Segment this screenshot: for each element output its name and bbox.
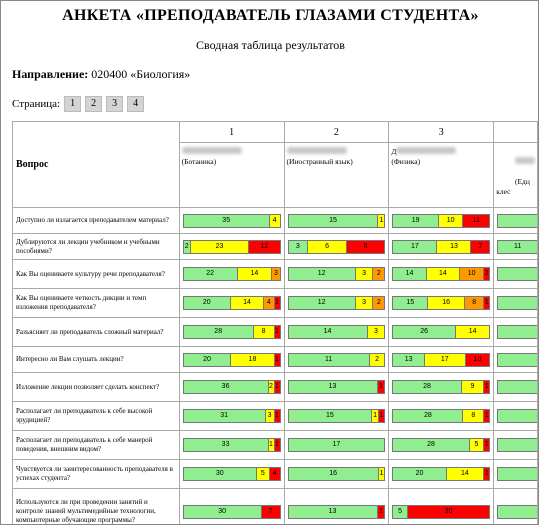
table-row bbox=[13, 318, 538, 347]
bar-segment: 17 bbox=[424, 354, 465, 366]
result-cell bbox=[284, 347, 389, 373]
table-row bbox=[13, 208, 538, 234]
column-number-2: 2 bbox=[284, 122, 389, 143]
bar-segment: 30 bbox=[184, 468, 256, 480]
bar-segment bbox=[498, 297, 537, 309]
bar-segment: 3 bbox=[367, 326, 385, 338]
page-link-2[interactable]: 2 bbox=[85, 96, 102, 112]
bar-segment: 7 bbox=[470, 241, 489, 253]
bar-segment: 16 bbox=[427, 297, 464, 309]
stacked-bar bbox=[392, 240, 490, 254]
result-cell bbox=[389, 373, 494, 402]
bar-segment: 1 bbox=[274, 297, 280, 309]
subject-label: (Физика) bbox=[391, 157, 421, 166]
stacked-bar bbox=[288, 409, 386, 423]
stacked-bar bbox=[288, 380, 386, 394]
results-table bbox=[12, 121, 538, 525]
redacted-name bbox=[287, 147, 347, 154]
result-cell bbox=[179, 289, 284, 318]
bar-segment: 10 bbox=[459, 268, 483, 280]
page-link-3[interactable]: 3 bbox=[106, 96, 123, 112]
bar-segment: 4 bbox=[269, 215, 280, 227]
bar-segment: 1 bbox=[268, 439, 274, 451]
subject-label: (Иностранный язык) bbox=[286, 157, 353, 166]
question-text: Располагает ли преподаватель к себе манерой поведения, внешним видом? bbox=[13, 431, 180, 460]
result-cell bbox=[284, 260, 389, 289]
column-number-4 bbox=[494, 122, 538, 143]
direction-label: Направление: bbox=[12, 67, 89, 81]
result-cell-partial bbox=[494, 318, 538, 347]
result-cell bbox=[389, 489, 494, 525]
bar-segment: 20 bbox=[184, 354, 231, 366]
bar-segment: 15 bbox=[393, 297, 427, 309]
bar-segment: 3 bbox=[265, 410, 274, 422]
bar-segment bbox=[498, 268, 537, 280]
bar-segment: 1 bbox=[378, 410, 385, 422]
bar-segment: 1 bbox=[483, 410, 489, 422]
result-cell-partial bbox=[494, 234, 538, 260]
stacked-bar bbox=[183, 438, 281, 452]
result-cell bbox=[179, 431, 284, 460]
bar-segment: 20 bbox=[184, 297, 230, 309]
page-link-4[interactable]: 4 bbox=[127, 96, 144, 112]
result-cell bbox=[284, 489, 389, 525]
result-cell bbox=[389, 318, 494, 347]
result-cell-partial bbox=[494, 289, 538, 318]
bar-segment: 28 bbox=[393, 381, 460, 393]
table-row bbox=[13, 431, 538, 460]
bar-segment: 15 bbox=[289, 410, 372, 422]
result-cell-partial bbox=[494, 373, 538, 402]
bar-segment: 11 bbox=[498, 241, 537, 253]
teacher-header-1 bbox=[179, 143, 284, 208]
pagination bbox=[12, 96, 144, 112]
result-cell-partial bbox=[494, 402, 538, 431]
bar-segment: 17 bbox=[393, 241, 436, 253]
bar-segment: 5 bbox=[469, 439, 483, 451]
bar-segment: 13 bbox=[289, 381, 377, 393]
result-cell bbox=[389, 402, 494, 431]
bar-segment: 9 bbox=[461, 381, 484, 393]
result-cell bbox=[389, 260, 494, 289]
bar-segment: 26 bbox=[393, 326, 455, 338]
bar-segment: 16 bbox=[289, 468, 378, 480]
result-cell bbox=[389, 208, 494, 234]
result-cell bbox=[179, 460, 284, 489]
bar-segment: 2 bbox=[483, 268, 489, 280]
table-row bbox=[13, 460, 538, 489]
teacher-header-2 bbox=[284, 143, 389, 208]
bar-segment: 2 bbox=[184, 241, 190, 253]
stacked-bar bbox=[183, 380, 281, 394]
bar-segment: 30 bbox=[407, 506, 489, 518]
bar-segment: 3 bbox=[355, 297, 373, 309]
bar-segment: 1 bbox=[274, 326, 280, 338]
stacked-bar-partial bbox=[497, 380, 537, 394]
bar-segment: 1 bbox=[377, 381, 385, 393]
direction-line bbox=[12, 67, 190, 82]
result-cell bbox=[284, 402, 389, 431]
result-cell bbox=[179, 373, 284, 402]
bar-segment bbox=[498, 354, 537, 366]
stacked-bar bbox=[183, 353, 281, 367]
result-cell bbox=[389, 431, 494, 460]
bar-segment: 31 bbox=[184, 410, 265, 422]
bar-segment: 13 bbox=[393, 354, 424, 366]
bar-segment bbox=[498, 215, 537, 227]
redacted-name bbox=[515, 157, 535, 164]
result-cell bbox=[179, 489, 284, 525]
bar-segment: 1 bbox=[377, 215, 384, 227]
question-text: Как Вы оцениваете культуру речи преподавателя? bbox=[13, 260, 180, 289]
bar-segment: 10 bbox=[438, 215, 462, 227]
bar-segment bbox=[498, 439, 537, 451]
bar-segment: 1 bbox=[483, 381, 489, 393]
bar-segment: 4 bbox=[263, 297, 273, 309]
stacked-bar-partial bbox=[497, 325, 537, 339]
question-text: Как Вы оцениваете четкость дикции и темп изложения преподавателя? bbox=[13, 289, 180, 318]
table-row bbox=[13, 489, 538, 525]
bar-segment: 12 bbox=[289, 297, 355, 309]
result-cell bbox=[179, 402, 284, 431]
bar-segment: 28 bbox=[393, 410, 462, 422]
table-row bbox=[13, 373, 538, 402]
question-text: Чувствуется ли заинтересованность преподавателя в успехах студента? bbox=[13, 460, 180, 489]
bar-segment: 1 bbox=[483, 468, 489, 480]
page-link-1[interactable]: 1 bbox=[64, 96, 81, 112]
stacked-bar-partial bbox=[497, 409, 537, 423]
bar-segment: 14 bbox=[393, 268, 425, 280]
bar-segment: 4 bbox=[269, 468, 280, 480]
bar-segment: 11 bbox=[289, 354, 369, 366]
bar-segment: 1 bbox=[377, 506, 385, 518]
bar-segment: 33 bbox=[184, 439, 268, 451]
result-cell-partial bbox=[494, 431, 538, 460]
bar-segment: 3 bbox=[271, 268, 279, 280]
result-cell bbox=[179, 208, 284, 234]
stacked-bar bbox=[392, 409, 490, 423]
bar-segment: 5 bbox=[256, 468, 269, 480]
bar-segment: 1 bbox=[274, 410, 280, 422]
bar-segment: 1 bbox=[274, 381, 280, 393]
teacher-header-4 bbox=[494, 143, 538, 208]
table-row bbox=[13, 234, 538, 260]
result-cell bbox=[389, 289, 494, 318]
stacked-bar bbox=[392, 505, 490, 519]
bar-segment: 35 bbox=[184, 215, 269, 227]
column-number-1: 1 bbox=[179, 122, 284, 143]
bar-segment: 2 bbox=[372, 268, 384, 280]
bar-segment: 22 bbox=[184, 268, 237, 280]
table-body bbox=[13, 208, 538, 525]
question-text: Интересно ли Вам слушать лекции? bbox=[13, 347, 180, 373]
stacked-bar bbox=[392, 380, 490, 394]
stacked-bar bbox=[288, 505, 386, 519]
stacked-bar bbox=[392, 267, 490, 281]
result-cell bbox=[179, 234, 284, 260]
bar-segment: 14 bbox=[446, 468, 484, 480]
stacked-bar bbox=[288, 353, 386, 367]
bar-segment bbox=[498, 326, 537, 338]
table-row bbox=[13, 347, 538, 373]
stacked-bar bbox=[183, 325, 281, 339]
bar-segment: 14 bbox=[426, 268, 459, 280]
result-cell bbox=[389, 347, 494, 373]
stacked-bar bbox=[392, 353, 490, 367]
teacher-header-3 bbox=[389, 143, 494, 208]
stacked-bar bbox=[183, 467, 281, 481]
bar-segment: 30 bbox=[184, 506, 261, 518]
result-cell-partial bbox=[494, 460, 538, 489]
bar-segment: 14 bbox=[289, 326, 367, 338]
result-cell bbox=[284, 234, 389, 260]
stacked-bar bbox=[183, 240, 281, 254]
result-cell-partial bbox=[494, 489, 538, 525]
stacked-bar bbox=[288, 267, 386, 281]
bar-segment: 3 bbox=[289, 241, 308, 253]
stacked-bar-partial bbox=[497, 505, 537, 519]
result-cell bbox=[179, 347, 284, 373]
result-cell-partial bbox=[494, 347, 538, 373]
result-cell bbox=[284, 208, 389, 234]
question-text: Изложение лекции позволяет сделать конспект? bbox=[13, 373, 180, 402]
stacked-bar bbox=[288, 438, 386, 452]
question-text: Располагает ли преподаватель к себе высокой эрудицией? bbox=[13, 402, 180, 431]
stacked-bar bbox=[288, 325, 386, 339]
bar-segment: 13 bbox=[289, 506, 377, 518]
stacked-bar-partial bbox=[497, 267, 537, 281]
stacked-bar bbox=[288, 240, 386, 254]
bar-segment: 7 bbox=[261, 506, 280, 518]
result-cell bbox=[284, 460, 389, 489]
page-title: АНКЕТА «ПРЕПОДАВАТЕЛЬ ГЛАЗАМИ СТУДЕНТА» bbox=[62, 7, 479, 24]
bar-segment: 3 bbox=[355, 268, 373, 280]
stacked-bar bbox=[392, 325, 490, 339]
bar-segment: 2 bbox=[369, 354, 385, 366]
bar-segment bbox=[498, 468, 537, 480]
question-text: Разъясняет ли преподаватель сложный материал? bbox=[13, 318, 180, 347]
result-cell bbox=[284, 431, 389, 460]
direction-value: 020400 «Биология» bbox=[91, 67, 191, 81]
question-column-header: Вопрос bbox=[13, 122, 180, 208]
bar-segment: 14 bbox=[237, 268, 272, 280]
result-cell-partial bbox=[494, 260, 538, 289]
subject-label: (Едц клес bbox=[496, 177, 530, 196]
bar-segment bbox=[498, 410, 537, 422]
bar-segment: 1 bbox=[371, 410, 378, 422]
bar-segment: 13 bbox=[436, 241, 470, 253]
bar-segment: 20 bbox=[393, 468, 445, 480]
result-cell bbox=[284, 318, 389, 347]
stacked-bar-partial bbox=[497, 467, 537, 481]
bar-segment: 28 bbox=[393, 439, 468, 451]
bar-segment: 18 bbox=[230, 354, 273, 366]
question-text: Используются ли при проведении занятий и контроле знаний мультимедийные технологии, компьютерные обучающие программы? bbox=[13, 489, 180, 525]
result-cell-partial bbox=[494, 208, 538, 234]
result-cell bbox=[284, 373, 389, 402]
bar-segment: 8 bbox=[464, 297, 483, 309]
bar-segment: 12 bbox=[289, 268, 355, 280]
bar-segment: 14 bbox=[455, 326, 489, 338]
bar-segment: 10 bbox=[465, 354, 489, 366]
stacked-bar bbox=[183, 267, 281, 281]
stacked-bar bbox=[392, 214, 490, 228]
bar-segment: 1 bbox=[274, 439, 280, 451]
teacher-initial: Д bbox=[391, 147, 397, 156]
bar-segment: 14 bbox=[230, 297, 263, 309]
bar-segment: 6 bbox=[346, 241, 385, 253]
bar-segment: 1 bbox=[378, 468, 385, 480]
table-row bbox=[13, 289, 538, 318]
bar-segment: 2 bbox=[372, 297, 384, 309]
stacked-bar bbox=[392, 438, 490, 452]
stacked-bar bbox=[183, 505, 281, 519]
bar-segment: 6 bbox=[307, 241, 346, 253]
result-cell bbox=[389, 234, 494, 260]
stacked-bar-partial bbox=[497, 240, 537, 254]
bar-segment: 8 bbox=[253, 326, 274, 338]
bar-segment: 15 bbox=[289, 215, 378, 227]
stacked-bar bbox=[183, 296, 281, 310]
pagination-label: Страница: bbox=[12, 98, 61, 110]
table-row bbox=[13, 260, 538, 289]
bar-segment: 8 bbox=[462, 410, 483, 422]
result-cell bbox=[179, 318, 284, 347]
result-cell bbox=[284, 289, 389, 318]
bar-segment: 1 bbox=[274, 354, 280, 366]
stacked-bar bbox=[183, 409, 281, 423]
question-text: Доступно ли излагается преподавателем материал? bbox=[13, 208, 180, 234]
result-cell bbox=[179, 260, 284, 289]
page-subtitle: Сводная таблица результатов bbox=[196, 38, 345, 52]
bar-segment: 11 bbox=[462, 215, 489, 227]
stacked-bar bbox=[288, 296, 386, 310]
table-row bbox=[13, 402, 538, 431]
bar-segment: 2 bbox=[268, 381, 274, 393]
bar-segment: 23 bbox=[190, 241, 249, 253]
redacted-name bbox=[182, 147, 242, 154]
bar-segment: 36 bbox=[184, 381, 268, 393]
bar-segment: 12 bbox=[248, 241, 279, 253]
stacked-bar-partial bbox=[497, 353, 537, 367]
stacked-bar bbox=[288, 214, 386, 228]
stacked-bar bbox=[183, 214, 281, 228]
stacked-bar-partial bbox=[497, 296, 537, 310]
bar-segment: 1 bbox=[483, 439, 489, 451]
redacted-name bbox=[396, 147, 456, 154]
column-number-3: 3 bbox=[389, 122, 494, 143]
question-text: Дублируются ли лекции учебником и учебными пособиями? bbox=[13, 234, 180, 260]
bar-segment: 19 bbox=[393, 215, 438, 227]
result-cell bbox=[389, 460, 494, 489]
bar-segment bbox=[498, 506, 537, 518]
stacked-bar bbox=[392, 296, 490, 310]
bar-segment: 1 bbox=[483, 297, 489, 309]
bar-segment: 28 bbox=[184, 326, 253, 338]
subject-label: (Ботаника) bbox=[181, 157, 217, 166]
stacked-bar bbox=[392, 467, 490, 481]
stacked-bar-partial bbox=[497, 214, 537, 228]
bar-segment: 5 bbox=[393, 506, 407, 518]
bar-segment: 17 bbox=[289, 439, 385, 451]
stacked-bar-partial bbox=[497, 438, 537, 452]
bar-segment bbox=[498, 381, 537, 393]
stacked-bar bbox=[288, 467, 386, 481]
